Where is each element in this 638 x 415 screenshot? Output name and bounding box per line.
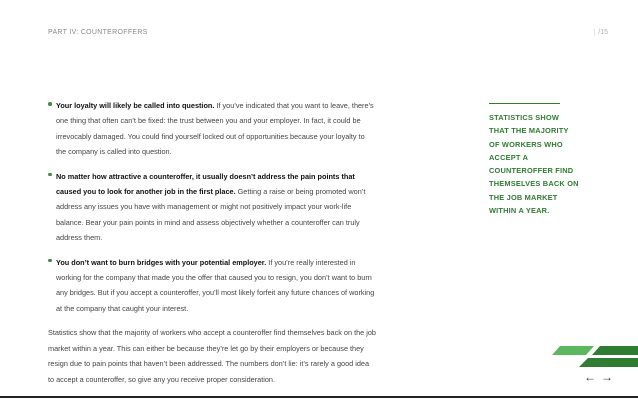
prev-arrow-icon[interactable]: ← (584, 370, 601, 384)
pull-quote: STATISTICS SHOW THAT THE MAJORITY OF WORKERS WHO ACCEPT A COUNTEROFFER FIND THEMSELVES BACK ON THE JOB MARKET WITHIN A YEAR. (489, 113, 579, 216)
closing-paragraph: Statistics show that the majority of workers who accept a counteroffer find themselves back on the job market within a year. This can either be because they’re let go by their employers or because they resign due to pain points that haven’t been addressed. The numbers don’t lie: it’s rarely a good idea to accept a counteroffer, so give any you receive proper consideration. (48, 328, 376, 384)
bullet-dot-icon (48, 259, 52, 263)
page-number (593, 29, 608, 36)
stripe-dark-bottom (579, 358, 638, 367)
pull-quote-rule (489, 103, 560, 104)
bullet-lead: Your loyalty will likely be called into question. (56, 101, 215, 110)
page-count: /15 (598, 29, 608, 36)
bullet-lead: You don’t want to burn bridges with your potential employer. (56, 257, 267, 267)
bullet-text (56, 255, 376, 317)
bullet-dot-icon (48, 102, 52, 106)
bullet-text (56, 169, 376, 246)
bullet-body: If you’ve indicated that you want to leave, there’s one thing that often can’t be fixed: the trust between you and your employer. In fact, it could be irrevocably damaged. You could find yourself locked out of opportunities because your loyalty to the company is called into question. (56, 101, 374, 157)
main-content (48, 98, 376, 387)
stripe-dark-top (592, 346, 638, 355)
bullet-body: If you’re really interested in working for the company that made you the offer that caused you to resign, you don’t want to burn any bridges. But if you accept a counteroffer, you’ll most likely forfeit any future chances of working at the company that caught your interest. (56, 257, 375, 313)
bullet-body: Getting a raise or being promoted won’t address any issues you have with management or might not positively impact your work-life balance. Bear your pain points in mind and assess objectively whether a counteroffer can truly address them. (56, 187, 366, 243)
bullet-item (48, 98, 376, 160)
bullet-item (48, 169, 376, 246)
bullet-dot-icon (48, 173, 52, 177)
bottom-rule (0, 396, 638, 398)
bullet-item (48, 255, 376, 317)
next-arrow-icon[interactable]: → (601, 370, 618, 384)
page-navigation (584, 370, 618, 384)
bullet-text (56, 98, 376, 160)
stripe-light (552, 346, 594, 355)
bullet-lead: No matter how attractive a counteroffer, it usually doesn’t address the pain points that caused you to look for another job in the first place. (56, 171, 355, 197)
header-separator: | (593, 29, 596, 36)
section-header: PART IV: COUNTEROFFERS (48, 29, 148, 36)
